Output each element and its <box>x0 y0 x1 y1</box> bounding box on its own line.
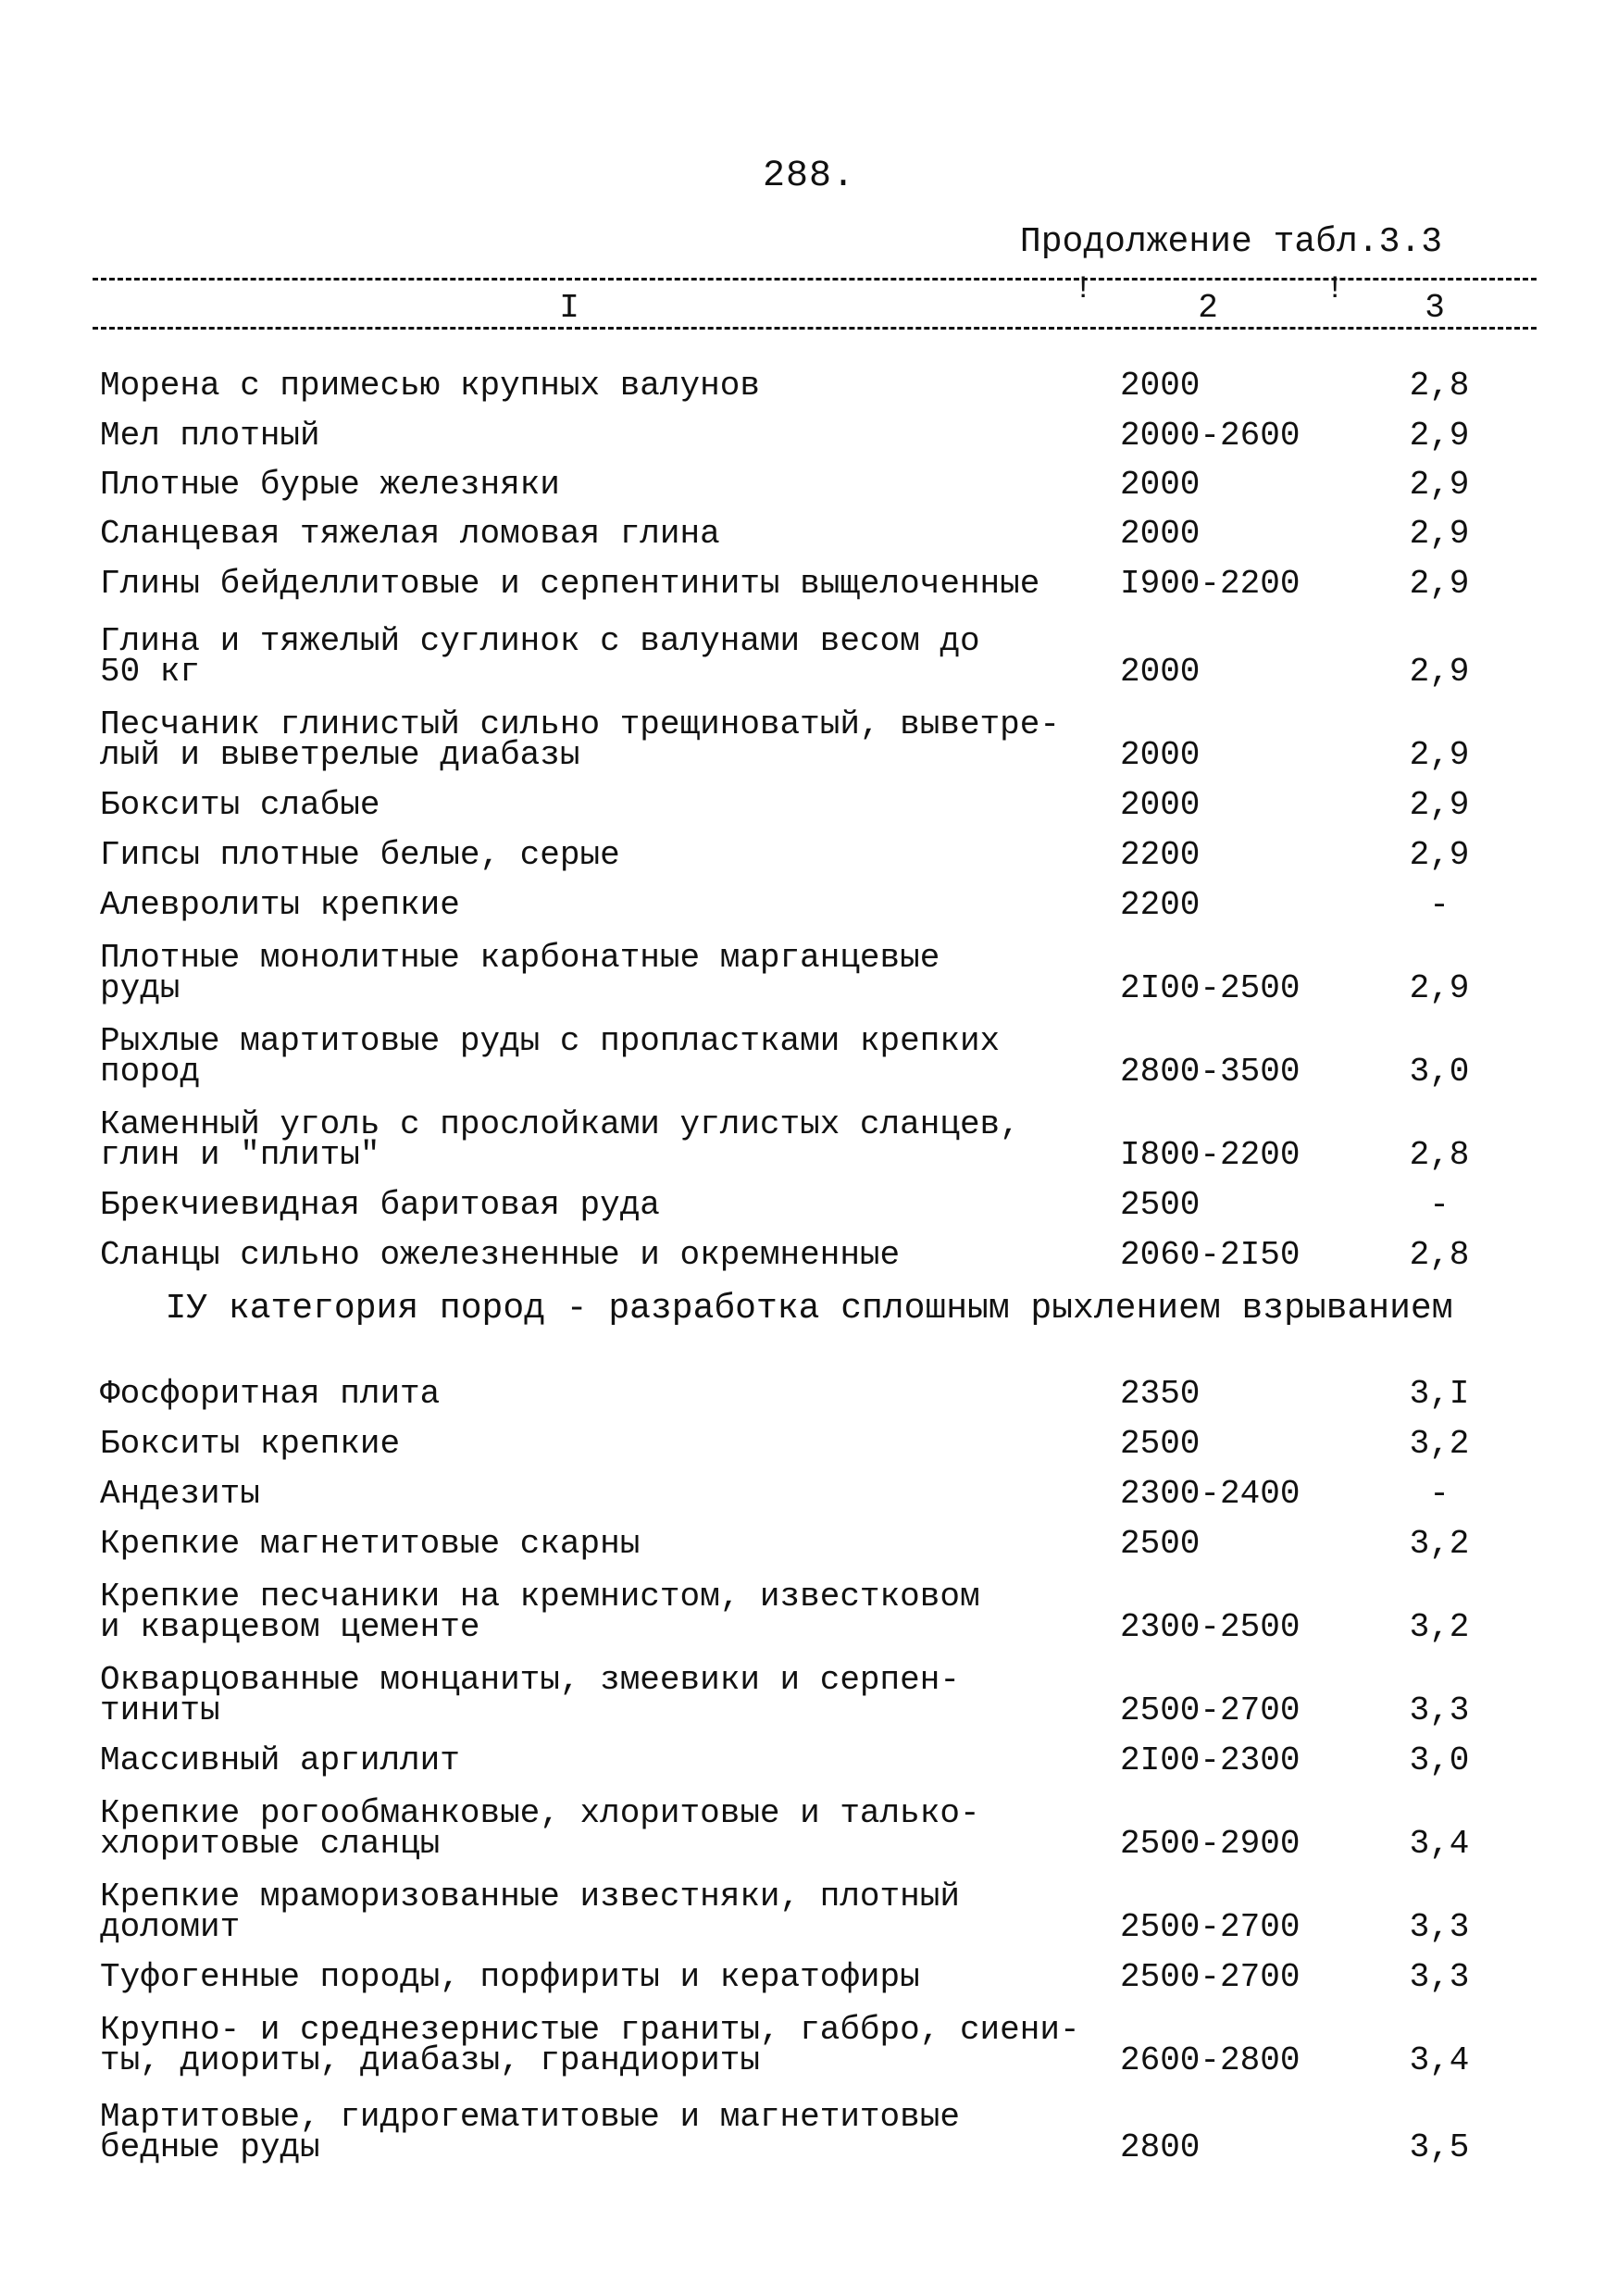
table-row <box>0 939 1618 1007</box>
density-value: 2300-2400 <box>1120 1475 1301 1513</box>
density-value: 2I00-2500 <box>1120 969 1301 1007</box>
rock-name: Крепкие магнетитовые скарны <box>100 1525 641 1563</box>
column-header-3: 3 <box>1425 289 1445 327</box>
density-value: 2000-2600 <box>1120 417 1301 455</box>
coefficient-value: 2,9 <box>1409 969 1470 1007</box>
density-value: 2000 <box>1120 653 1201 691</box>
rock-name: Глины бейделлитовые и серпентиниты выщелоченные <box>100 565 1040 603</box>
table-row <box>0 543 1618 603</box>
table-row <box>0 765 1618 824</box>
table-caption: Продолжение табл.3.3 <box>1019 222 1442 262</box>
coefficient-value: 2,9 <box>1409 653 1470 691</box>
rock-name: Глина и тяжелый суглинок с валунами весом до 50 кг <box>100 622 980 691</box>
rock-name: Бокситы слабые <box>100 786 380 824</box>
density-value: 2000 <box>1120 466 1201 504</box>
coefficient-value: 2,8 <box>1409 1136 1470 1174</box>
coefficient-value: 2,8 <box>1409 1236 1470 1274</box>
table-row <box>0 395 1618 455</box>
density-value: 2000 <box>1120 786 1201 824</box>
rock-name: Алевролиты крепкие <box>100 886 460 924</box>
coefficient-value: 3,3 <box>1409 1908 1470 1946</box>
table-row <box>0 705 1618 774</box>
density-value: 2060-2I50 <box>1120 1236 1301 1274</box>
rock-name: Каменный уголь с прослойками углистых сланцев, глин и "плиты" <box>100 1105 1020 1174</box>
coefficient-value: 3,I <box>1409 1375 1470 1413</box>
table-row <box>0 865 1618 924</box>
page-number: 288. <box>762 156 855 197</box>
coefficient-value: 2,9 <box>1409 466 1470 504</box>
coefficient-value: 3,3 <box>1409 1691 1470 1729</box>
rock-name: Гипсы плотные белые, серые <box>100 836 620 874</box>
coefficient-value: 3,3 <box>1409 1958 1470 1996</box>
density-value: 2000 <box>1120 515 1201 553</box>
density-value: 2500-2700 <box>1120 1908 1301 1946</box>
coefficient-value: 2,9 <box>1409 786 1470 824</box>
table-row <box>0 815 1618 874</box>
rock-name: Мартитовые, гидрогематитовые и магнетитовые бедные руды <box>100 2098 960 2166</box>
density-value: 2500 <box>1120 1425 1201 1463</box>
coefficient-value: 3,4 <box>1409 2041 1470 2079</box>
coefficient-value: 3,0 <box>1409 1053 1470 1091</box>
rock-name: Крепкие мраморизованные известняки, плотный доломит <box>100 1878 960 1946</box>
density-value: I800-2200 <box>1120 1136 1301 1174</box>
table-row <box>0 1215 1618 1274</box>
density-value: 2800 <box>1120 2128 1201 2166</box>
table-row <box>0 1878 1618 1946</box>
coefficient-value: 2,9 <box>1409 515 1470 553</box>
table-row <box>0 1354 1618 1413</box>
column-header-2: 2 <box>1198 289 1218 327</box>
section-heading: IУ категория пород - разработка сплошным рыхлением взрыванием <box>165 1289 1453 1329</box>
density-value: I900-2200 <box>1120 565 1301 603</box>
rock-name: Морена с примесью крупных валунов <box>100 367 760 405</box>
density-value: 2200 <box>1120 836 1201 874</box>
coefficient-value: 2,9 <box>1409 836 1470 874</box>
rock-name: Андезиты <box>100 1475 260 1513</box>
density-value: 2500 <box>1120 1525 1201 1563</box>
rock-name: Крупно- и среднезернистые граниты, габбро, сиени- ты, диориты, диабазы, грандиориты <box>100 2011 1080 2079</box>
table-row <box>0 1504 1618 1563</box>
rock-name: Крепкие рогообманковые, хлоритовые и талько- хлоритовые сланцы <box>100 1794 980 1863</box>
density-value: 2300-2500 <box>1120 1608 1301 1646</box>
table-row <box>0 1105 1618 1174</box>
table-row <box>0 2098 1618 2166</box>
column-separator-1: ! <box>1074 272 1093 307</box>
rock-name: Песчаник глинистый сильно трещиноватый, выветре- лый и выветрелые диабазы <box>100 705 1060 774</box>
coefficient-value: - <box>1429 1186 1450 1224</box>
table-row <box>0 2011 1618 2079</box>
table-row <box>0 1404 1618 1463</box>
coefficient-value: 2,9 <box>1409 736 1470 774</box>
rock-name: Туфогенные породы, порфириты и кератофиры <box>100 1958 920 1996</box>
rock-name: Сланцевая тяжелая ломовая глина <box>100 515 720 553</box>
density-value: 2000 <box>1120 367 1201 405</box>
coefficient-value: 3,2 <box>1409 1425 1470 1463</box>
rock-name: Брекчиевидная баритовая руда <box>100 1186 660 1224</box>
coefficient-value: 3,5 <box>1409 2128 1470 2166</box>
coefficient-value: - <box>1429 886 1450 924</box>
rock-name: Окварцованные монцаниты, змеевики и серпен- тиниты <box>100 1661 960 1729</box>
table-row <box>0 622 1618 691</box>
density-value: 2500-2700 <box>1120 1691 1301 1729</box>
density-value: 2I00-2300 <box>1120 1741 1301 1779</box>
density-value: 2350 <box>1120 1375 1201 1413</box>
coefficient-value: 2,9 <box>1409 417 1470 455</box>
coefficient-value: 2,8 <box>1409 367 1470 405</box>
column-separator-2: ! <box>1326 272 1345 307</box>
density-value: 2600-2800 <box>1120 2041 1301 2079</box>
table-row <box>0 1720 1618 1779</box>
table-row <box>0 1794 1618 1863</box>
coefficient-value: 3,2 <box>1409 1608 1470 1646</box>
rock-name: Плотные бурые железняки <box>100 466 560 504</box>
rock-name: Крепкие песчаники на кремнистом, известковом и кварцевом цементе <box>100 1578 980 1646</box>
coefficient-value: - <box>1429 1475 1450 1513</box>
density-value: 2500 <box>1120 1186 1201 1224</box>
column-header-1: I <box>559 289 579 327</box>
density-value: 2800-3500 <box>1120 1053 1301 1091</box>
table-row <box>0 1022 1618 1091</box>
table-row <box>0 1454 1618 1513</box>
table-row <box>0 1937 1618 1996</box>
table-row <box>0 493 1618 553</box>
coefficient-value: 3,0 <box>1409 1741 1470 1779</box>
table-row <box>0 444 1618 504</box>
table-row <box>0 345 1618 405</box>
rock-name: Плотные монолитные карбонатные марганцевые руды <box>100 939 940 1007</box>
table-row <box>0 1661 1618 1729</box>
rock-name: Сланцы сильно ожелезненные и окремненные <box>100 1236 901 1274</box>
coefficient-value: 3,4 <box>1409 1825 1470 1863</box>
density-value: 2500-2900 <box>1120 1825 1301 1863</box>
density-value: 2500-2700 <box>1120 1958 1301 1996</box>
density-value: 2200 <box>1120 886 1201 924</box>
rock-name: Мел плотный <box>100 417 320 455</box>
table-row <box>0 1578 1618 1646</box>
rock-name: Рыхлые мартитовые руды с пропластками крепких пород <box>100 1022 1001 1091</box>
rock-name: Массивный аргиллит <box>100 1741 460 1779</box>
coefficient-value: 2,9 <box>1409 565 1470 603</box>
density-value: 2000 <box>1120 736 1201 774</box>
rock-name: Бокситы крепкие <box>100 1425 401 1463</box>
table-row <box>0 1165 1618 1224</box>
rock-name: Фосфоритная плита <box>100 1375 441 1413</box>
coefficient-value: 3,2 <box>1409 1525 1470 1563</box>
